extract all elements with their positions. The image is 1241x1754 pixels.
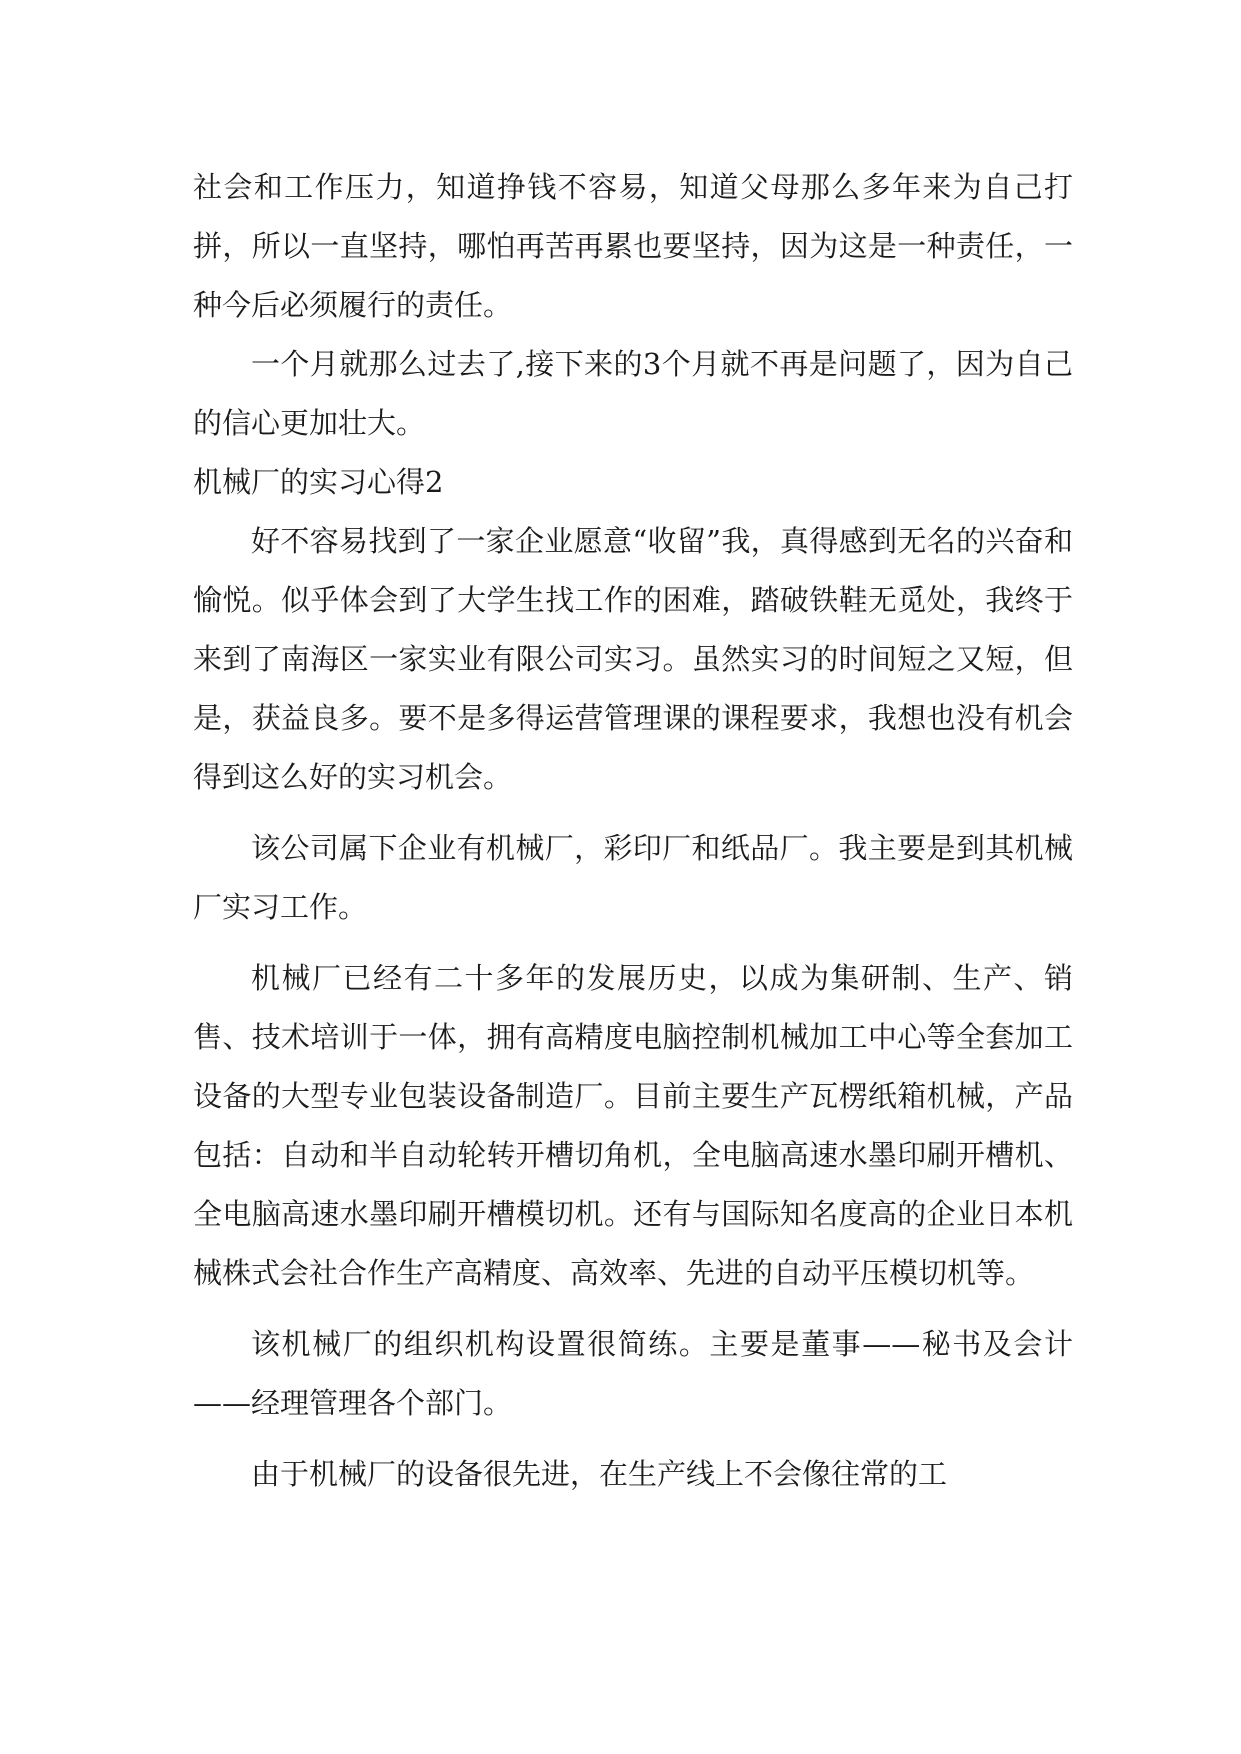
paragraph: 一个月就那么过去了,接下来的3个月就不再是问题了，因为自己的信心更加壮大。 [193,347,1073,440]
paragraph: 机械厂已经有二十多年的发展历史，以成为集研制、生产、销售、技术培训于一体，拥有高精度电脑控制机械加工中心等全套加工设备的大型专业包装设备制造厂。目前主要生产瓦楞纸箱机械，产品包括：自动和半自动轮转开槽切角机，全电脑高速水墨印刷开槽机、全电脑高速水墨印刷开槽模切机。还有与国际知名度高的企业日本机械株式会社合作生产高精度、高效率、先进的自动平压模切机等。 [193,961,1073,1290]
paragraph-gap [193,1303,1073,1315]
paragraph-gap [193,937,1073,949]
paragraph: 该公司属下企业有机械厂，彩印厂和纸品厂。我主要是到其机械厂实习工作。 [193,831,1073,924]
paragraph-gap [193,807,1073,819]
section-heading: 机械厂的实习心得2 [193,465,444,499]
paragraph-gap [193,1433,1073,1445]
document-body [193,158,1073,1504]
paragraph: 好不容易找到了一家企业愿意“收留”我，真得感到无名的兴奋和愉悦。似乎体会到了大学生找工作的困难，踏破铁鞋无觅处，我终于来到了南海区一家实业有限公司实习。虽然实习的时间短之又短，但是，获益良多。要不是多得运营管理课的课程要求，我想也没有机会得到这么好的实习机会。 [193,524,1073,794]
paragraph: 该机械厂的组织机构设置很简练。主要是董事——秘书及会计——经理管理各个部门。 [193,1327,1073,1420]
paragraph: 由于机械厂的设备很先进，在生产线上不会像往常的工 [251,1457,948,1491]
paragraph-continued: 社会和工作压力，知道挣钱不容易，知道父母那么多年来为自己打拼，所以一直坚持，哪怕再苦再累也要坚持，因为这是一种责任，一种今后必须履行的责任。 [193,170,1073,322]
